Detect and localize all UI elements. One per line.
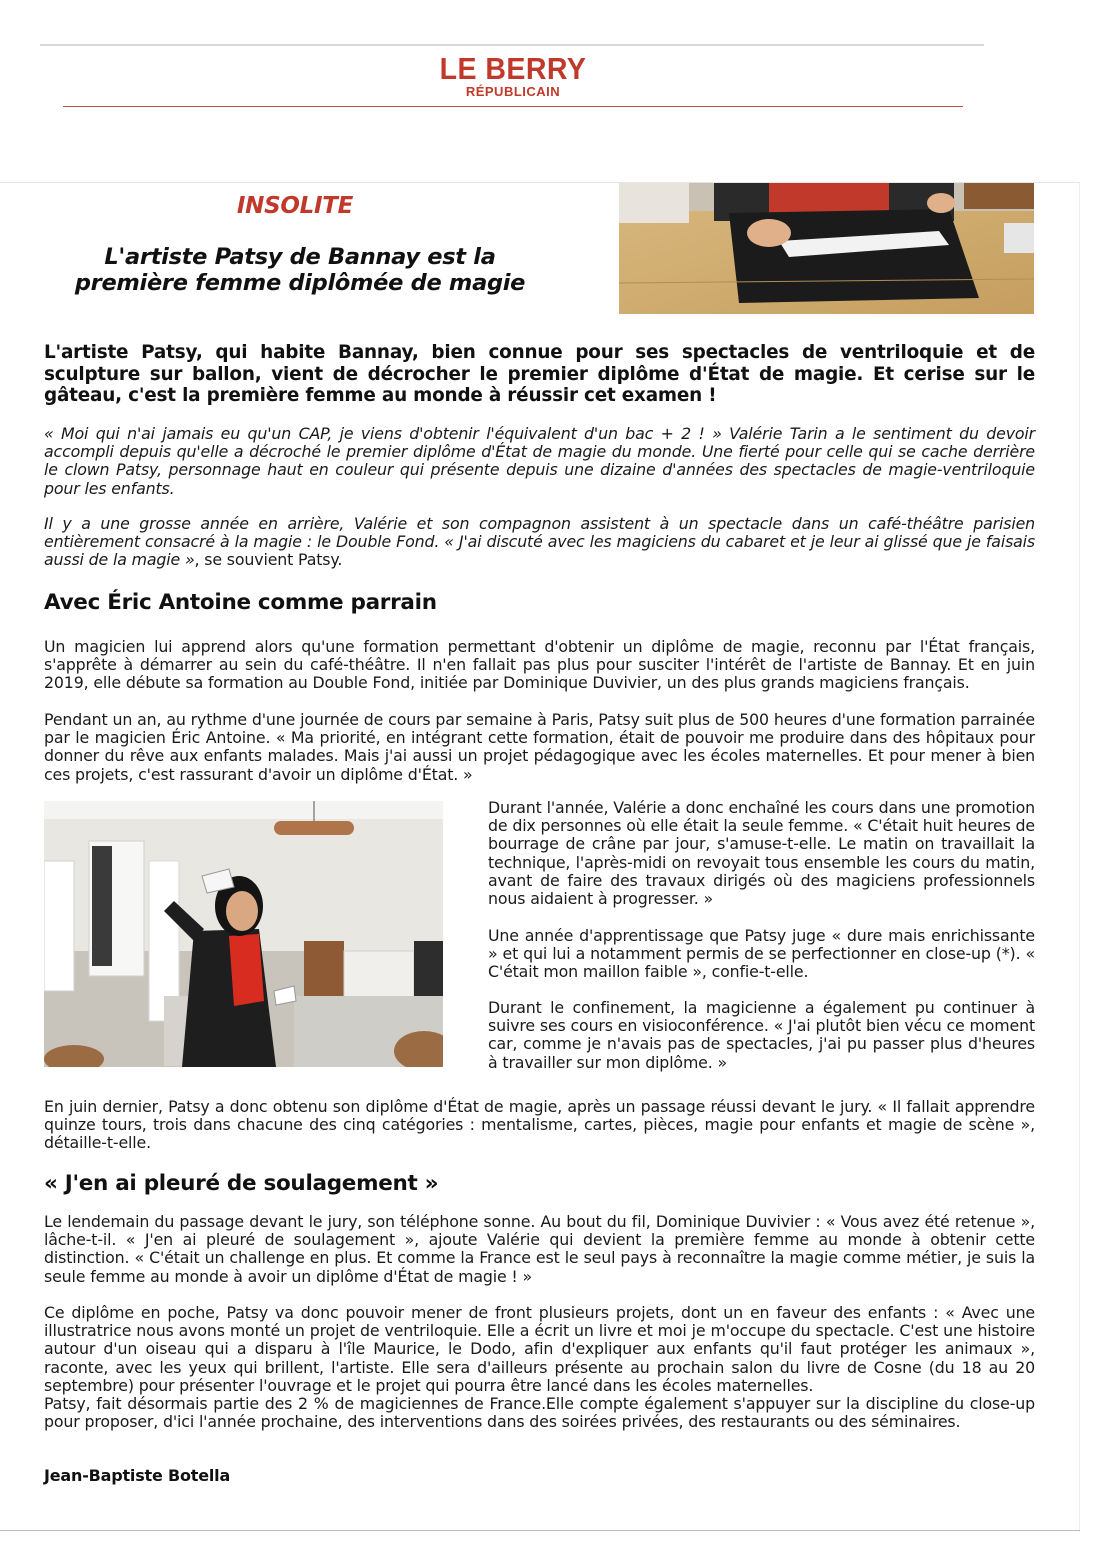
- page-edge: [1079, 182, 1080, 1532]
- article-lead: L'artiste Patsy, qui habite Bannay, bien connue pour ses spectacles de ventriloquie et de sculpture sur ballon, vient de décrocher le premier diplôme d'État de magie. Et cerise sur le gâteau, c'est la première femme au monde à réussir cet examen !: [44, 342, 1035, 406]
- paragraph-7: Durant le confinement, la magicienne a également pu continuer à suivre ses cours en visioconférence. « J'ai plutôt bien vécu ce moment car, comme je n'avais pas de spectacles, j'ai pu passer plus d'heures à travailler sur mon diplôme. »: [488, 998, 1035, 1072]
- paragraph-2: [44, 515, 1035, 570]
- paragraph-2-tail: , se souvient Patsy.: [194, 550, 343, 570]
- bottom-divider: [0, 1530, 1080, 1531]
- paragraph-6: Une année d'apprentissage que Patsy juge « dure mais enrichissante » et qui lui a notamment permis de se perfectionner en close-up (*). « C'était mon maillon faible », confie-t-elle.: [488, 926, 1035, 982]
- masthead-brand: LE BERRY: [439, 51, 587, 86]
- paragraph-9: Le lendemain du passage devant le jury, son téléphone sonne. Au bout du fil, Dominique Duvivier : « Vous avez été retenue », lâche-t-il. « J'en ai pleuré de soulagement », ajoute Valérie qui devient la première femme au monde à obtenir cette distinction. « C'était un challenge en plus. Et comme la France est le seul pays à reconnaître la magie comme métier, je suis la seule femme au monde à avoir un diplôme d'État de magie ! »: [44, 1212, 1035, 1286]
- article-headline: L'artiste Patsy de Bannay est la première femme diplômée de magie: [74, 244, 526, 296]
- masthead-brand-sub: RÉPUBLICAIN: [465, 84, 561, 99]
- author-byline: Jean-Baptiste Botella: [44, 1466, 231, 1485]
- paragraph-11: Patsy, fait désormais partie des 2 % de magiciennes de France.Elle compte également s'appuyer sur la discipline du close-up pour proposer, d'ici l'année prochaine, des interventions dans des soirées privées, des restaurants ou des séminaires.: [44, 1394, 1035, 1432]
- paragraph-4: Pendant un an, au rythme d'une journée de cours par semaine à Paris, Patsy suit plus de 500 heures d'une formation parrainée par le magicien Éric Antoine. « Ma priorité, en intégrant cette formation, était de pouvoir me produire dans des hôpitaux pour donner du rêve aux enfants malades. Mais j'ai aussi un projet pédagogique avec les écoles maternelles. Et pour mener à bien ces projets, c'est rassurant d'avoir un diplôme d'État. »: [44, 710, 1035, 784]
- article-kicker: INSOLITE: [236, 193, 354, 219]
- photo-card-spread: [619, 183, 1034, 314]
- paragraph-5: Durant l'année, Valérie a donc enchaîné les cours dans une promotion de dix personnes où elle était la seule femme. « C'était huit heures de bourrage de crâne par jour, s'amuse-t-elle. Le matin on travaillait la technique, l'après-midi on revoyait tous ensemble les cours du matin, avant de faire des travaux dirigés où des magiciens professionnels nous aidaient à progresser. »: [488, 798, 1035, 909]
- photo-card-spread-illustration: [619, 183, 1034, 314]
- subheading-2: « J'en ai pleuré de soulagement »: [44, 1171, 439, 1196]
- paragraph-1: « Moi qui n'ai jamais eu qu'un CAP, je viens d'obtenir l'équivalent d'un bac + 2 ! » Valérie Tarin a le sentiment du devoir accompli depuis qu'elle a décroché le premier diplôme d'État de magie du monde. Une fierté pour celle qui se cache derrière le clown Patsy, personnage haut en couleur qui présente depuis une dizaine d'années des spectacles de magie-ventriloquie pour les enfants.: [44, 424, 1035, 498]
- masthead-logo: [0, 51, 1026, 99]
- photo-portrait-illustration: [44, 801, 443, 1067]
- paragraph-3: Un magicien lui apprend alors qu'une formation permettant d'obtenir un diplôme de magie, reconnu par l'État français, s'apprête à démarrer au sein du café-théâtre. Il n'en fallait pas plus pour susciter l'intérêt de l'artiste de Bannay. Et en juin 2019, elle débute sa formation au Double Fond, initiée par Dominique Duvivier, un des plus grands magiciens français.: [44, 637, 1035, 693]
- top-divider: [40, 44, 984, 46]
- photo-portrait: [44, 801, 443, 1067]
- header-divider: [63, 106, 963, 107]
- paragraph-8: En juin dernier, Patsy a donc obtenu son diplôme d'État de magie, après un passage réussi devant le jury. « Il fallait apprendre quinze tours, trois dans chacune des cinq catégories : mentalisme, cartes, pièces, magie pour enfants et magie de scène », détaille-t-elle.: [44, 1097, 1035, 1153]
- subheading-1: Avec Éric Antoine comme parrain: [44, 590, 437, 615]
- paragraph-10: Ce diplôme en poche, Patsy va donc pouvoir mener de front plusieurs projets, dont un en faveur des enfants : « Avec une illustratrice nous avons monté un projet de ventriloquie. Elle a écrit un livre et moi je m'occupe du spectacle. C'est une histoire autour d'un oiseau qui a disparu à l'île Maurice, le Dodo, afin d'expliquer aux enfants qu'il faut protéger les animaux », raconte, avec les yeux qui brillent, l'artiste. Elle sera d'ailleurs présente au prochain salon du livre de Cosne (du 18 au 20 septembre) pour présenter l'ouvrage et le projet qui pourra être lancé dans les écoles maternelles.: [44, 1303, 1035, 1395]
- paragraph-2-quote: Il y a une grosse année en arrière, Valérie et son compagnon assistent à un spectacle dans un café-théâtre parisien entièrement consacré à la magie : le Double Fond. « J'ai discuté avec les magiciens du cabaret et je leur ai glissé que je faisais aussi de la magie »: [44, 514, 1035, 570]
